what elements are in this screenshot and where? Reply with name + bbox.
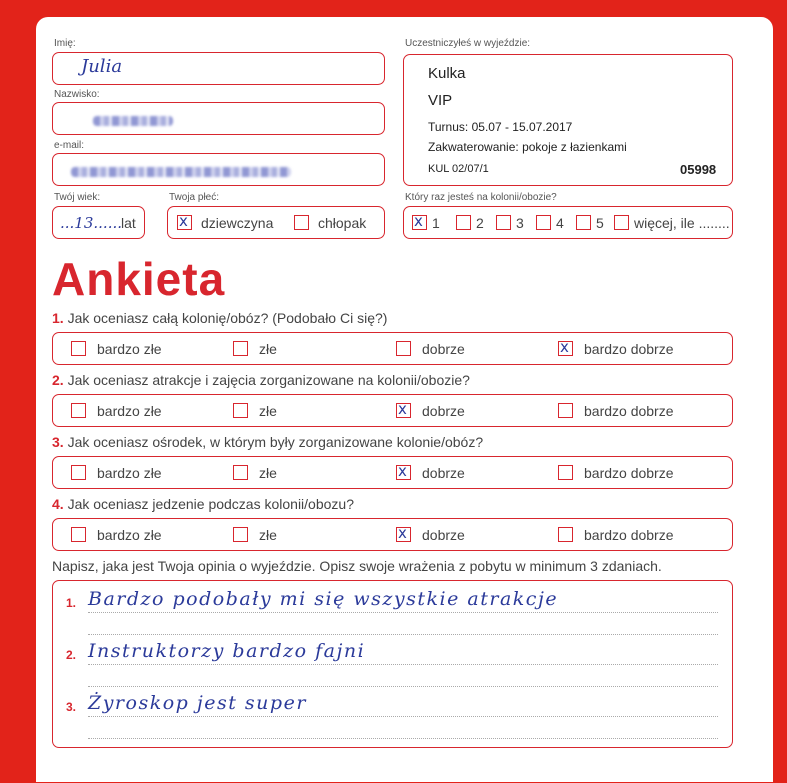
- email-field[interactable]: [52, 153, 385, 186]
- opinion-line-1: Bardzo podobały mi się wszystkie atrakcje: [88, 588, 559, 610]
- label-plec: Twoja płeć:: [169, 192, 220, 203]
- rating-option-label: bardzo złe: [97, 527, 162, 543]
- zakw-value: pokoje z łazienkami: [522, 140, 627, 154]
- check-mark: x: [398, 462, 407, 480]
- question-1-option-3-checkbox[interactable]: [396, 341, 411, 356]
- question-4: [52, 496, 354, 512]
- times-option-2-checkbox[interactable]: [456, 215, 471, 230]
- rating-option-label: złe: [259, 465, 277, 481]
- rating-option-label: bardzo złe: [97, 465, 162, 481]
- trip-number: 05998: [680, 162, 717, 177]
- question-4-answers: [52, 518, 733, 551]
- question-text: Jak oceniasz całą kolonię/obóz? (Podobało Ci się?): [67, 310, 388, 326]
- times-option-5-checkbox[interactable]: [576, 215, 591, 230]
- rating-option-label: bardzo dobrze: [584, 527, 674, 543]
- opinion-prompt: Napisz, jaka jest Twoja opinia o wyjeździe. Opisz swoje wrażenia z pobytu w minimum 3 zdaniach.: [52, 558, 662, 574]
- writing-line: [88, 612, 718, 613]
- label-nazwisko: Nazwisko:: [54, 89, 100, 100]
- male-checkbox[interactable]: [294, 215, 309, 230]
- question-4-option-1-checkbox[interactable]: [71, 527, 86, 542]
- times-option-4-label: 4: [556, 215, 564, 231]
- age-unit: lat: [121, 215, 136, 231]
- writing-line: [88, 664, 718, 665]
- times-option-5-label: 5: [596, 215, 604, 231]
- question-1-option-1-checkbox[interactable]: [71, 341, 86, 356]
- question-3-option-3-checkbox[interactable]: [396, 462, 411, 480]
- question-4-option-4-checkbox[interactable]: [558, 527, 573, 542]
- times-option-1-label: 1: [432, 215, 440, 231]
- times-option-3-checkbox[interactable]: [496, 215, 511, 230]
- gender-field: [167, 206, 385, 239]
- times-option-3-label: 3: [516, 215, 524, 231]
- rating-option-label: dobrze: [422, 341, 465, 357]
- question-3-option-1-checkbox[interactable]: [71, 465, 86, 480]
- rating-option-label: bardzo dobrze: [584, 341, 674, 357]
- label-ktory-raz: Który raz jesteś na kolonii/obozie?: [405, 192, 557, 203]
- question-number: 3.: [52, 434, 64, 450]
- question-1-answers: [52, 332, 733, 365]
- question-3-answers: [52, 456, 733, 489]
- surname-redacted: [93, 116, 173, 126]
- female-label: dziewczyna: [201, 215, 274, 231]
- writing-line: [88, 738, 718, 739]
- label-uczestniczyles: Uczestniczyłeś w wyjeździe:: [405, 38, 531, 49]
- page-title: Ankieta: [52, 253, 226, 305]
- rating-option-label: bardzo dobrze: [584, 465, 674, 481]
- opinion-line-number: 2.: [66, 648, 77, 662]
- question-number: 1.: [52, 310, 64, 326]
- question-3-option-4-checkbox[interactable]: [558, 465, 573, 480]
- question-1-option-4-checkbox[interactable]: [558, 338, 573, 356]
- check-mark: x: [398, 400, 407, 418]
- question-2-option-2-checkbox[interactable]: [233, 403, 248, 418]
- question-1: [52, 310, 387, 326]
- age-field[interactable]: [52, 206, 145, 239]
- trip-type: VIP: [428, 92, 453, 109]
- rating-option-label: bardzo dobrze: [584, 403, 674, 419]
- label-imie: Imię:: [54, 38, 76, 49]
- question-2-option-3-checkbox[interactable]: [396, 400, 411, 418]
- question-2: [52, 372, 470, 388]
- trip-name: Kulka: [428, 65, 466, 82]
- rating-option-label: dobrze: [422, 403, 465, 419]
- times-check-mark: x: [414, 212, 423, 230]
- rating-option-label: bardzo złe: [97, 403, 162, 419]
- question-2-answers: [52, 394, 733, 427]
- rating-option-label: złe: [259, 527, 277, 543]
- writing-line: [88, 686, 718, 687]
- rating-option-label: dobrze: [422, 465, 465, 481]
- question-number: 4.: [52, 496, 64, 512]
- email-redacted: [71, 167, 291, 177]
- question-3-option-2-checkbox[interactable]: [233, 465, 248, 480]
- rating-option-label: złe: [259, 341, 277, 357]
- trip-code: KUL 02/07/1: [428, 163, 489, 175]
- times-option-6-label: więcej, ile ........: [634, 215, 730, 231]
- opinion-line-2: Instruktorzy bardzo fajni: [88, 640, 366, 662]
- times-option-4-checkbox[interactable]: [536, 215, 551, 230]
- female-check-mark: x: [179, 212, 188, 230]
- female-checkbox[interactable]: [177, 212, 192, 230]
- turnus-label: Turnus:: [428, 120, 469, 134]
- trip-turnus: [428, 120, 572, 134]
- opinion-line-3: Żyroskop jest super: [88, 692, 307, 714]
- label-email: e-mail:: [54, 140, 85, 151]
- trip-zakwaterowanie: [428, 140, 627, 154]
- writing-line: [88, 716, 718, 717]
- question-number: 2.: [52, 372, 64, 388]
- question-text: Jak oceniasz ośrodek, w którym były zorganizowane kolonie/obóz?: [67, 434, 484, 450]
- question-4-option-2-checkbox[interactable]: [233, 527, 248, 542]
- male-label: chłopak: [318, 215, 367, 231]
- turnus-value: 05.07 - 15.07.2017: [471, 120, 573, 134]
- name-value: Julia: [81, 56, 123, 77]
- rating-option-label: złe: [259, 403, 277, 419]
- question-2-option-4-checkbox[interactable]: [558, 403, 573, 418]
- opinion-line-number: 1.: [66, 596, 77, 610]
- question-1-option-2-checkbox[interactable]: [233, 341, 248, 356]
- times-option-1-checkbox[interactable]: [412, 212, 427, 230]
- rating-option-label: dobrze: [422, 527, 465, 543]
- age-value: ...13......: [60, 214, 122, 232]
- surname-field[interactable]: [52, 102, 385, 135]
- question-2-option-1-checkbox[interactable]: [71, 403, 86, 418]
- rating-option-label: bardzo złe: [97, 341, 162, 357]
- check-mark: x: [560, 338, 569, 356]
- question-4-option-3-checkbox[interactable]: [396, 524, 411, 542]
- times-field: [403, 206, 733, 239]
- question-3: [52, 434, 483, 450]
- trip-card: [403, 54, 733, 186]
- writing-line: [88, 634, 718, 635]
- question-text: Jak oceniasz atrakcje i zajęcia zorganizowane na kolonii/obozie?: [67, 372, 470, 388]
- question-text: Jak oceniasz jedzenie podczas kolonii/obozu?: [67, 496, 354, 512]
- times-option-2-label: 2: [476, 215, 484, 231]
- check-mark: x: [398, 524, 407, 542]
- label-wiek: Twój wiek:: [54, 192, 101, 203]
- opinion-line-number: 3.: [66, 700, 77, 714]
- name-field[interactable]: [52, 52, 385, 85]
- zakw-label: Zakwaterowanie:: [428, 140, 519, 154]
- times-option-6-checkbox[interactable]: [614, 215, 629, 230]
